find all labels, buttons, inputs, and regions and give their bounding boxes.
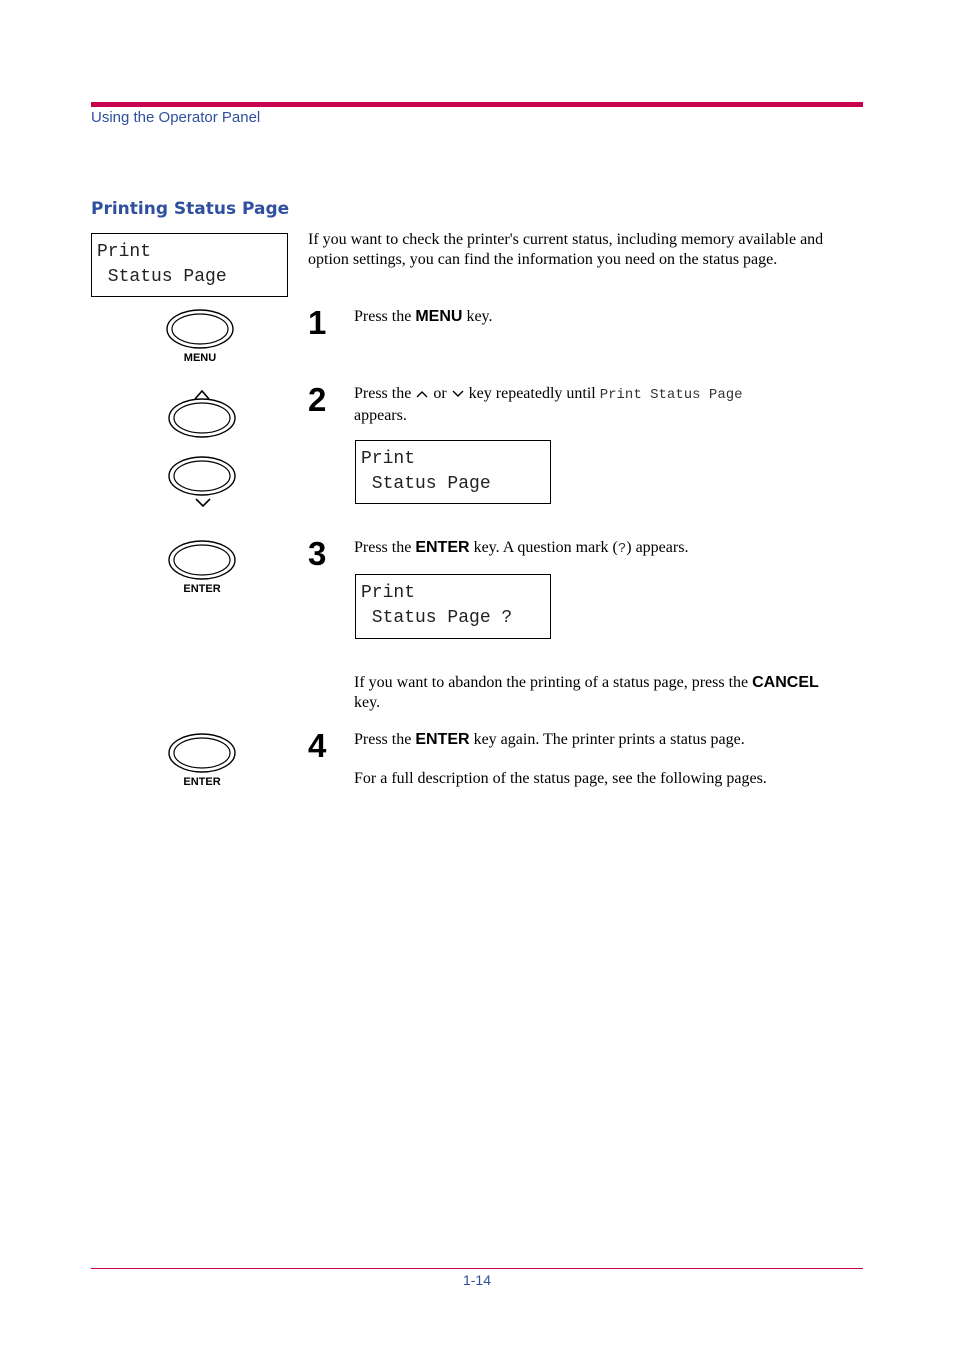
lcd-line-2: Status Page <box>97 267 227 287</box>
step-4-number: 4 <box>308 727 327 764</box>
lcd-display-main <box>91 233 288 297</box>
step-3-text-b: key. A question mark ( <box>469 539 618 556</box>
chevron-up-icon <box>415 389 429 399</box>
step-1-text <box>354 307 854 327</box>
running-head: Using the Operator Panel <box>91 109 261 126</box>
enter-key-label-2: ENTER <box>183 776 221 788</box>
intro-paragraph: If you want to check the printer's current status, including memory available and option settings, you can find the information you need on the status page. <box>308 231 824 268</box>
step-2-text-b: key repeatedly until <box>464 385 600 402</box>
step-2-text <box>354 384 864 425</box>
step-2-text-c: appears. <box>354 406 407 424</box>
step-4-note: For a full description of the status page, see the following pages. <box>354 770 767 787</box>
enter-key-icon <box>166 539 238 583</box>
cancel-key-name: CANCEL <box>752 674 819 691</box>
step-3-key: ENTER <box>415 539 470 556</box>
page-number: 1-14 <box>462 1272 492 1288</box>
step-2-text-a: Press the <box>354 385 416 402</box>
step-3-text <box>354 538 864 560</box>
chevron-down-icon <box>451 389 465 399</box>
section-title: Printing Status Page <box>91 199 290 219</box>
step-3-number: 3 <box>308 535 327 572</box>
enter-key-icon <box>166 732 238 776</box>
enter-key-2[interactable] <box>166 732 238 776</box>
menu-key-icon <box>165 308 235 352</box>
step-3-mono: ? <box>617 541 627 557</box>
lcd-line-1: Print <box>361 449 416 469</box>
menu-key-label: MENU <box>183 352 217 364</box>
menu-key[interactable] <box>165 308 235 352</box>
step-3-text-a: Press the <box>354 539 416 556</box>
step-3-note <box>354 673 834 712</box>
step-3-note-a: If you want to abandon the printing of a status page, press the <box>354 674 753 691</box>
step-4-text-a: Press the <box>354 731 416 748</box>
lcd-display-step-2 <box>355 440 551 504</box>
step-1-text-b: key. <box>462 308 493 325</box>
chevron-down-icon <box>196 499 210 506</box>
up-key[interactable] <box>165 386 239 440</box>
step-4-key: ENTER <box>415 731 470 748</box>
down-key-icon <box>165 454 239 510</box>
step-2-number: 2 <box>308 381 327 418</box>
step-3-text-c: ) appears. <box>626 539 689 556</box>
chevron-up-icon <box>195 391 209 399</box>
step-3-note-b: key. <box>354 693 381 711</box>
lcd-line-2: Status Page ? <box>361 608 513 628</box>
footer-rule <box>91 1268 863 1269</box>
lcd-display-step-3 <box>355 574 551 639</box>
step-2-mono: Print Status Page <box>599 387 743 403</box>
step-1-number: 1 <box>308 304 327 341</box>
up-key-icon <box>165 386 239 440</box>
step-1-key: MENU <box>415 308 463 325</box>
step-2-text-or: or <box>429 385 451 402</box>
enter-key-label: ENTER <box>183 583 221 595</box>
step-1-text-a: Press the <box>354 308 416 325</box>
step-4-text-b: key again. The printer prints a status page. <box>469 731 745 748</box>
step-4-text <box>354 730 864 750</box>
lcd-line-1: Print <box>361 583 416 603</box>
lcd-line-1: Print <box>97 242 152 262</box>
header-rule <box>91 102 863 107</box>
enter-key[interactable] <box>166 539 238 583</box>
lcd-line-2: Status Page <box>361 474 491 494</box>
down-key[interactable] <box>165 454 239 510</box>
